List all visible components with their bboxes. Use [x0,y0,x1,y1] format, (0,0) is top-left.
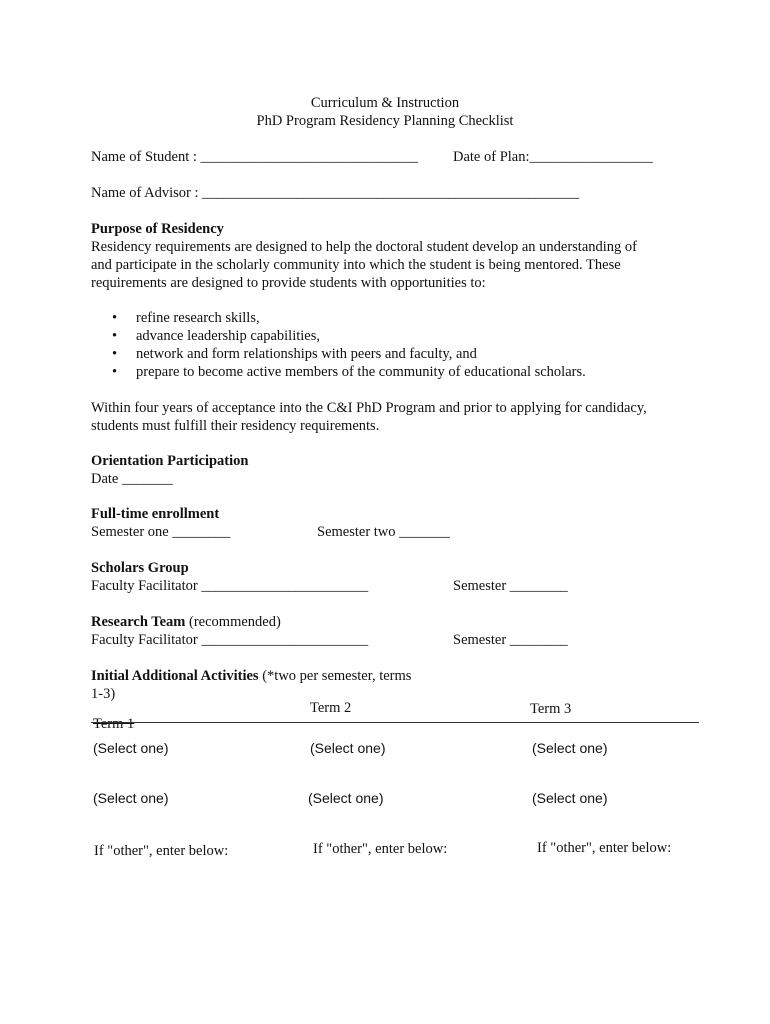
header-line-2: PhD Program Residency Planning Checklist [256,113,514,129]
purpose-heading: Purpose of Residency [91,221,224,237]
research-facilitator-field[interactable]: Faculty Facilitator _______________________ [91,632,369,648]
orientation-heading: Orientation Participation [91,453,249,469]
bullet-item: • prepare to become active members of the community of educational scholars. [112,363,586,381]
orientation-date-field[interactable]: Date _______ [91,471,173,487]
purpose-paragraph-line: and participate in the scholarly community into which the student is being mentored. These [91,257,621,273]
term-1-label: Term 1 [93,716,135,732]
bullet-item: • advance leadership capabilities, [112,327,586,345]
term3-other-label: If "other", enter below: [537,840,672,856]
within-paragraph-line: students must fulfill their residency requirements. [91,418,380,434]
term1-other-label: If "other", enter below: [94,843,229,859]
scholars-semester-field[interactable]: Semester ________ [453,578,568,594]
purpose-bullet-list [112,309,586,381]
fulltime-heading: Full-time enrollment [91,506,220,522]
purpose-paragraph-line: Residency requirements are designed to help the doctoral student develop an understanding of [91,239,638,255]
term-2-label: Term 2 [310,700,352,716]
header-line-1: Curriculum & Instruction [310,95,460,111]
scholars-facilitator-field[interactable]: Faculty Facilitator _______________________ [91,578,369,594]
student-name-field[interactable]: Name of Student : ______________________________ [91,149,419,165]
semester-one-field[interactable]: Semester one ________ [91,524,231,540]
initial-note: (*two per semester, terms [258,668,412,684]
initial-heading-line [91,667,411,685]
term1-select-2[interactable]: (Select one) [93,790,169,806]
term2-other-label: If "other", enter below: [313,841,448,857]
date-of-plan-field[interactable]: Date of Plan:_________________ [453,149,653,165]
term3-select-2[interactable]: (Select one) [532,790,608,806]
research-heading-line [91,613,281,631]
terms-divider [91,722,699,723]
semester-two-field[interactable]: Semester two _______ [317,524,450,540]
initial-heading: Initial Additional Activities [91,668,259,684]
research-semester-field[interactable]: Semester ________ [453,632,568,648]
term2-select-1[interactable]: (Select one) [310,740,386,756]
bullet-item: • refine research skills, [112,309,586,327]
research-heading: Research Team [91,614,186,630]
initial-note-continued: 1-3) [91,686,116,702]
bullet-item: • network and form relationships with peers and faculty, and [112,345,586,363]
term1-select-1[interactable]: (Select one) [93,740,169,756]
research-note: (recommended) [185,614,281,630]
purpose-paragraph-line: requirements are designed to provide students with opportunities to: [91,275,486,291]
advisor-name-field[interactable]: Name of Advisor : ____________________________________________________ [91,185,580,201]
term2-select-2[interactable]: (Select one) [308,790,384,806]
within-paragraph-line: Within four years of acceptance into the C&I PhD Program and prior to applying for candidacy, [91,400,647,416]
term-3-label: Term 3 [530,701,572,717]
term3-select-1[interactable]: (Select one) [532,740,608,756]
scholars-heading: Scholars Group [91,560,189,576]
